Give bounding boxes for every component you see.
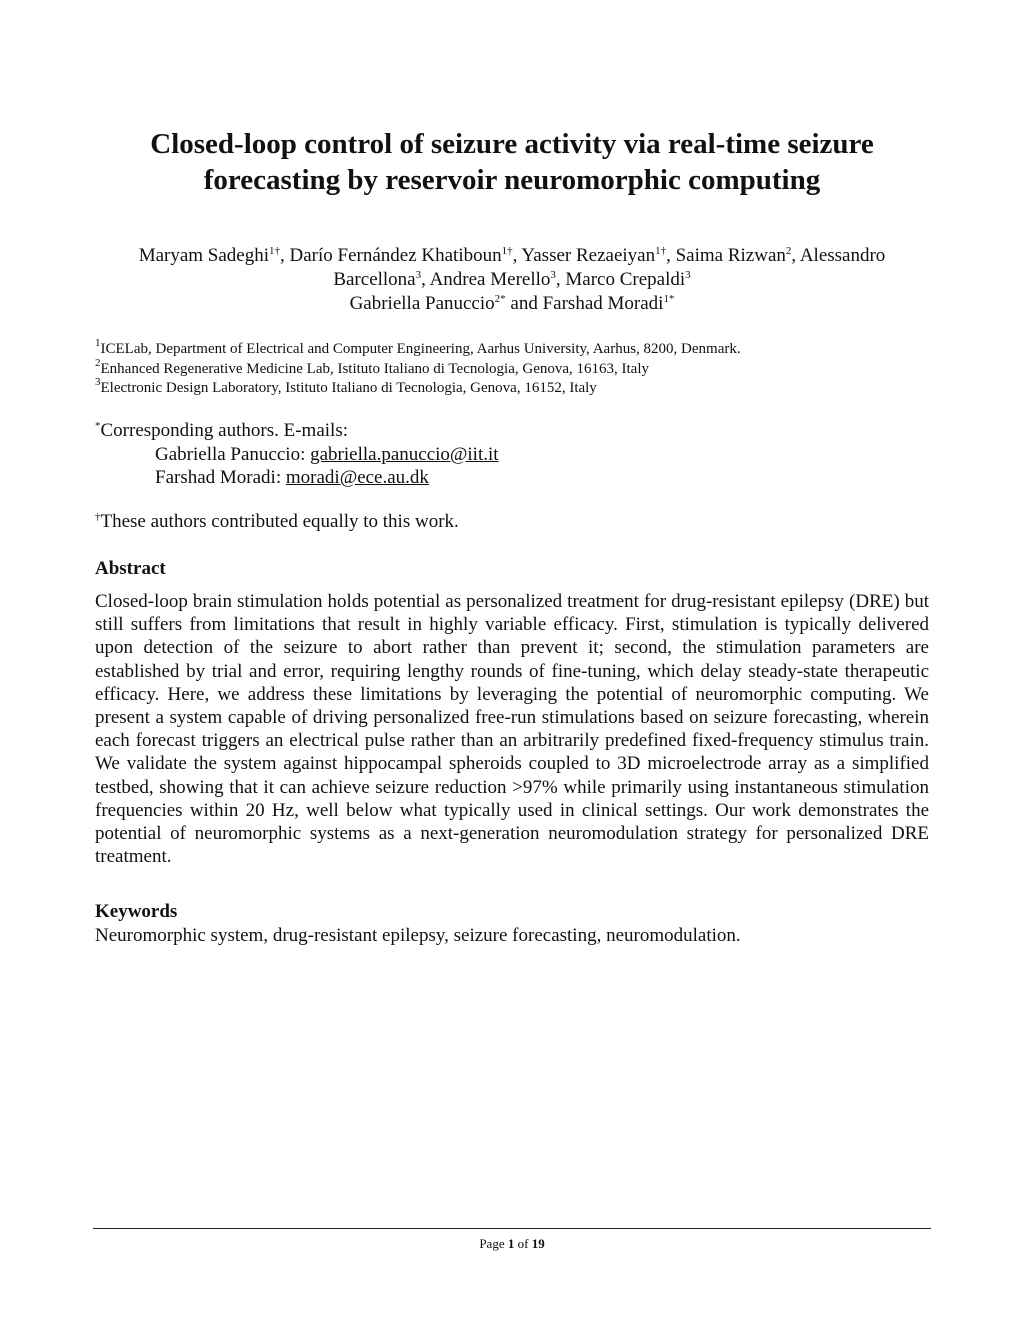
- affiliation-list: [95, 337, 929, 399]
- equal-contribution-note: †These authors contributed equally to this work.: [95, 511, 459, 532]
- email-link[interactable]: gabriella.panuccio@iit.it: [310, 443, 499, 465]
- affiliation: $^3$Electronic Design Laboratory, Istituto Italiano di Tecnologia, Genova, 16152, Italy: [95, 376, 597, 396]
- author-list: Maryam Sadeghi$^{1\dagger}$, Darío Fernández Khatiboun$^{1\dagger}$, Yasser Rezaeiyan$^{1\dagger}$, Saima Rizwan$^2$, Alessandro Barcellona$^3$, Andrea Merello$^3$, Marco Crepaldi$^3$ Gabriella Panuccio$^{2*}$ and Farshad Moradi$^{1*}$: [138, 245, 886, 314]
- keywords-text: Neuromorphic system, drug-resistant epilepsy, seizure forecasting, neuromodulation.: [95, 925, 741, 946]
- contact-line: Gabriella Panuccio: gabriella.panuccio@iit.it: [155, 443, 499, 465]
- paper-title: Closed-loop control of seizure activity via real-time seizure forecasting by reservoir neuromorphic computing: [150, 128, 874, 196]
- abstract-heading: Abstract: [95, 558, 166, 579]
- author: Saima Rizwan$^2$: [675, 245, 792, 266]
- author: Farshad Moradi$^{1*}$: [542, 293, 675, 314]
- corresponding-authors: *Corresponding authors. E-mails: Gabriella Panuccio: gabriella.panuccio@iit.it Farshad Moradi: moradi@ece.au.dk: [95, 419, 929, 490]
- author: Gabriella Panuccio$^{2*}$: [349, 293, 506, 314]
- abstract-text: Closed-loop brain stimulation holds potential as personalized treatment for drug-resistant epilepsy (DRE) but still suffers from limitations that result in highly variable efficacy. First, stimulation is typically delivered upon detection of the seizure to abort rather than prevent it; second, the stimulation parameters are established by trial and error, requiring lengthy rounds of fine-tuning, which delay steady-state therapeutic efficacy. Here, we address these limitations by leveraging the potential of neuromorphic computing. We present a system capable of driving personalized free-run stimulations based on seizure forecasting, wherein each forecast triggers an electrical pulse rather than an arbitrarily predefined fixed-frequency stimulus train. We validate the system against hippocampal spheroids coupled to 3D microelectrode array as a simplified testbed, showing that it can achieve seizure reduction >97% while primarily using instantaneous stimulation frequencies within 20 Hz, well below what typically used in clinical settings. Our work demonstrates the potential of neuromorphic systems as a next-generation neuromodulation strategy for personalized DRE treatment.: [95, 591, 929, 868]
- affiliation: $^1$ICELab, Department of Electrical and Computer Engineering, Aarhus University, Aarhus, 8200, Denmark.: [95, 337, 741, 357]
- author: Marco Crepaldi$^3$: [565, 269, 691, 290]
- keywords-heading: Keywords: [95, 901, 178, 922]
- author: Andrea Merello$^3$: [429, 269, 556, 290]
- affiliation: $^2$Enhanced Regenerative Medicine Lab, Istituto Italiano di Tecnologia, Genova, 16163, Italy: [95, 356, 649, 377]
- footer-divider: [93, 1228, 931, 1229]
- author: Maryam Sadeghi$^{1\dagger}$: [138, 245, 281, 266]
- author: Darío Fernández Khatiboun$^{1\dagger}$: [289, 245, 513, 266]
- author: Yasser Rezaeiyan$^{1\dagger}$: [521, 245, 667, 266]
- author: Alessandro Barcellona$^3$: [333, 245, 886, 290]
- email-link[interactable]: moradi@ece.au.dk: [285, 467, 429, 488]
- page-number-footer: Page 1 of 19: [479, 1236, 545, 1251]
- contact-line: Farshad Moradi: moradi@ece.au.dk: [155, 467, 429, 488]
